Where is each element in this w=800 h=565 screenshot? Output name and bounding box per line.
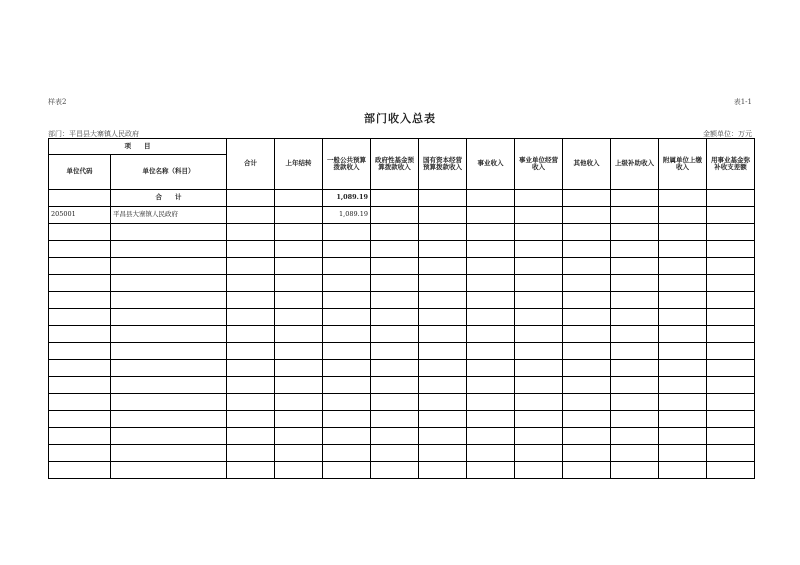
empty-cell <box>659 445 707 462</box>
empty-cell <box>323 462 371 479</box>
empty-row <box>49 258 755 275</box>
empty-cell <box>111 360 227 377</box>
empty-cell <box>707 292 755 309</box>
empty-cell <box>419 224 467 241</box>
empty-cell <box>659 394 707 411</box>
empty-cell <box>611 411 659 428</box>
empty-cell <box>659 428 707 445</box>
empty-cell <box>275 309 323 326</box>
empty-cell <box>515 343 563 360</box>
empty-cell <box>111 275 227 292</box>
empty-cell <box>371 394 419 411</box>
empty-cell <box>419 275 467 292</box>
empty-cell <box>611 275 659 292</box>
empty-cell <box>323 394 371 411</box>
total-row <box>49 190 755 207</box>
empty-cell <box>371 445 419 462</box>
empty-cell <box>227 394 275 411</box>
empty-cell <box>707 377 755 394</box>
empty-cell <box>227 428 275 445</box>
empty-cell <box>707 360 755 377</box>
empty-row <box>49 360 755 377</box>
income-table <box>48 138 755 479</box>
empty-cell <box>563 275 611 292</box>
empty-cell <box>563 428 611 445</box>
empty-cell <box>611 394 659 411</box>
empty-cell <box>371 377 419 394</box>
empty-cell <box>515 309 563 326</box>
col-gov-fund: 政府性基金预算拨款收入 <box>371 139 419 190</box>
empty-cell <box>659 411 707 428</box>
empty-cell <box>659 326 707 343</box>
empty-cell <box>227 309 275 326</box>
empty-cell <box>275 428 323 445</box>
empty-cell <box>707 326 755 343</box>
empty-cell <box>563 258 611 275</box>
col-state-capital: 国有资本经营预算拨款收入 <box>419 139 467 190</box>
empty-cell <box>707 343 755 360</box>
empty-row <box>49 241 755 258</box>
empty-cell <box>611 343 659 360</box>
col-unit-code: 单位代码 <box>49 155 111 190</box>
empty-cell <box>515 445 563 462</box>
empty-cell <box>467 394 515 411</box>
empty-row <box>49 411 755 428</box>
empty-row <box>49 292 755 309</box>
empty-cell <box>467 275 515 292</box>
empty-cell <box>659 309 707 326</box>
empty-cell <box>49 462 111 479</box>
empty-cell <box>707 241 755 258</box>
empty-cell <box>275 292 323 309</box>
empty-cell <box>49 360 111 377</box>
empty-row <box>49 275 755 292</box>
empty-cell <box>49 394 111 411</box>
general-budget-value: 1,089.19 <box>323 207 371 224</box>
empty-cell <box>611 309 659 326</box>
empty-cell <box>371 428 419 445</box>
empty-cell <box>49 309 111 326</box>
empty-cell <box>515 258 563 275</box>
empty-cell <box>111 292 227 309</box>
empty-cell <box>227 275 275 292</box>
empty-cell <box>371 275 419 292</box>
empty-cell <box>419 326 467 343</box>
empty-cell <box>227 326 275 343</box>
empty-cell <box>515 411 563 428</box>
empty-cell <box>275 445 323 462</box>
col-subsidy-income: 上级补助收入 <box>611 139 659 190</box>
empty-cell <box>707 224 755 241</box>
empty-row <box>49 462 755 479</box>
empty-cell <box>419 377 467 394</box>
empty-cell <box>111 462 227 479</box>
empty-row <box>49 377 755 394</box>
empty-cell <box>49 275 111 292</box>
empty-cell <box>419 428 467 445</box>
empty-cell <box>111 394 227 411</box>
empty-cell <box>227 241 275 258</box>
empty-cell <box>467 309 515 326</box>
empty-cell <box>371 343 419 360</box>
empty-cell <box>611 360 659 377</box>
total-label: 合 计 <box>111 190 227 207</box>
empty-cell <box>323 224 371 241</box>
empty-cell <box>707 258 755 275</box>
empty-row <box>49 309 755 326</box>
empty-cell <box>563 241 611 258</box>
empty-cell <box>563 394 611 411</box>
empty-cell <box>227 360 275 377</box>
empty-cell <box>467 462 515 479</box>
empty-cell <box>323 326 371 343</box>
empty-row <box>49 224 755 241</box>
empty-cell <box>467 445 515 462</box>
empty-cell <box>111 241 227 258</box>
empty-cell <box>515 275 563 292</box>
empty-cell <box>323 377 371 394</box>
empty-cell <box>563 360 611 377</box>
empty-cell <box>611 241 659 258</box>
col-fund-balance: 用事业基金弥补收支差额 <box>707 139 755 190</box>
col-operating-income: 事业单位经营收入 <box>515 139 563 190</box>
empty-cell <box>467 428 515 445</box>
empty-cell <box>467 343 515 360</box>
empty-cell <box>323 292 371 309</box>
empty-cell <box>227 462 275 479</box>
empty-cell <box>49 326 111 343</box>
total-code-cell <box>49 190 111 207</box>
empty-cell <box>515 360 563 377</box>
empty-cell <box>323 258 371 275</box>
col-total: 合计 <box>227 139 275 190</box>
department-label: 部门：平昌县大寨镇人民政府 <box>48 130 139 138</box>
empty-cell <box>275 343 323 360</box>
empty-cell <box>323 445 371 462</box>
empty-cell <box>563 326 611 343</box>
empty-cell <box>275 411 323 428</box>
empty-cell <box>419 462 467 479</box>
empty-cell <box>515 462 563 479</box>
empty-row <box>49 394 755 411</box>
empty-cell <box>611 258 659 275</box>
empty-cell <box>323 343 371 360</box>
empty-cell <box>227 411 275 428</box>
empty-cell <box>111 343 227 360</box>
empty-cell <box>563 411 611 428</box>
empty-cell <box>467 258 515 275</box>
empty-cell <box>515 377 563 394</box>
empty-cell <box>707 411 755 428</box>
empty-cell <box>467 411 515 428</box>
empty-cell <box>275 326 323 343</box>
empty-cell <box>275 275 323 292</box>
page-title: 部门收入总表 <box>364 112 436 125</box>
empty-cell <box>111 258 227 275</box>
empty-cell <box>467 224 515 241</box>
empty-row <box>49 428 755 445</box>
empty-cell <box>49 241 111 258</box>
col-unit-name: 单位名称（科目） <box>111 155 227 190</box>
total-general-budget-value: 1,089.19 <box>323 190 371 207</box>
empty-cell <box>563 377 611 394</box>
empty-cell <box>515 394 563 411</box>
empty-cell <box>611 462 659 479</box>
empty-cell <box>611 428 659 445</box>
empty-cell <box>563 309 611 326</box>
empty-cell <box>371 224 419 241</box>
empty-cell <box>611 377 659 394</box>
empty-cell <box>419 241 467 258</box>
empty-cell <box>49 411 111 428</box>
empty-cell <box>515 241 563 258</box>
empty-cell <box>707 394 755 411</box>
empty-cell <box>275 224 323 241</box>
empty-cell <box>707 275 755 292</box>
empty-cell <box>467 377 515 394</box>
empty-row <box>49 326 755 343</box>
empty-cell <box>275 394 323 411</box>
unit-name-cell: 平昌县大寨镇人民政府 <box>111 207 227 224</box>
empty-cell <box>419 292 467 309</box>
empty-cell <box>49 445 111 462</box>
empty-cell <box>323 360 371 377</box>
empty-cell <box>49 377 111 394</box>
empty-cell <box>275 258 323 275</box>
empty-cell <box>275 462 323 479</box>
empty-cell <box>371 462 419 479</box>
empty-cell <box>419 411 467 428</box>
empty-cell <box>111 326 227 343</box>
empty-cell <box>111 377 227 394</box>
empty-cell <box>111 445 227 462</box>
empty-cell <box>227 377 275 394</box>
empty-cell <box>111 309 227 326</box>
empty-cell <box>707 428 755 445</box>
empty-cell <box>515 292 563 309</box>
empty-cell <box>323 241 371 258</box>
empty-cell <box>275 360 323 377</box>
empty-cell <box>563 224 611 241</box>
empty-cell <box>49 343 111 360</box>
empty-cell <box>323 411 371 428</box>
empty-cell <box>419 360 467 377</box>
empty-cell <box>563 292 611 309</box>
empty-cell <box>611 292 659 309</box>
empty-cell <box>707 445 755 462</box>
col-affiliated-income: 附属单位上缴收入 <box>659 139 707 190</box>
empty-cell <box>227 258 275 275</box>
empty-cell <box>707 462 755 479</box>
empty-cell <box>371 326 419 343</box>
empty-cell <box>323 428 371 445</box>
empty-cell <box>659 343 707 360</box>
empty-cell <box>49 224 111 241</box>
empty-cell <box>515 224 563 241</box>
empty-cell <box>275 377 323 394</box>
empty-cell <box>49 428 111 445</box>
empty-cell <box>111 428 227 445</box>
empty-cell <box>659 224 707 241</box>
unit-code-cell: 205001 <box>49 207 111 224</box>
header-row-1 <box>49 139 755 155</box>
empty-cell <box>419 309 467 326</box>
empty-cell <box>227 224 275 241</box>
empty-cell <box>611 445 659 462</box>
empty-cell <box>563 445 611 462</box>
empty-cell <box>111 224 227 241</box>
item-group-header: 项 目 <box>49 139 227 155</box>
empty-cell <box>419 258 467 275</box>
empty-row <box>49 343 755 360</box>
empty-cell <box>515 428 563 445</box>
empty-cell <box>611 224 659 241</box>
col-business-income: 事业收入 <box>467 139 515 190</box>
empty-cell <box>467 360 515 377</box>
empty-cell <box>659 360 707 377</box>
empty-cell <box>467 326 515 343</box>
empty-cell <box>371 309 419 326</box>
empty-cell <box>515 326 563 343</box>
empty-cell <box>563 343 611 360</box>
empty-cell <box>227 343 275 360</box>
empty-cell <box>323 275 371 292</box>
sample-label: 样表2 <box>48 98 67 106</box>
empty-cell <box>467 241 515 258</box>
col-carryover: 上年结转 <box>275 139 323 190</box>
empty-cell <box>419 394 467 411</box>
empty-cell <box>227 445 275 462</box>
empty-cell <box>707 309 755 326</box>
empty-cell <box>323 309 371 326</box>
empty-cell <box>611 326 659 343</box>
empty-row <box>49 445 755 462</box>
empty-cell <box>371 292 419 309</box>
empty-cell <box>659 377 707 394</box>
empty-cell <box>111 411 227 428</box>
empty-cell <box>371 241 419 258</box>
empty-cell <box>227 292 275 309</box>
empty-cell <box>371 258 419 275</box>
empty-cell <box>659 241 707 258</box>
empty-cell <box>563 462 611 479</box>
empty-cell <box>419 445 467 462</box>
empty-cell <box>49 258 111 275</box>
empty-cell <box>275 241 323 258</box>
amount-unit-label: 金额单位：万元 <box>703 130 752 138</box>
table-row <box>49 207 755 224</box>
col-general-budget: 一般公共预算拨款收入 <box>323 139 371 190</box>
empty-cell <box>659 275 707 292</box>
empty-cell <box>659 292 707 309</box>
empty-cell <box>419 343 467 360</box>
col-other-income: 其他收入 <box>563 139 611 190</box>
table-number: 表1-1 <box>733 98 752 106</box>
empty-cell <box>371 360 419 377</box>
empty-cell <box>371 411 419 428</box>
empty-cell <box>49 292 111 309</box>
empty-cell <box>659 258 707 275</box>
empty-cell <box>467 292 515 309</box>
empty-cell <box>659 462 707 479</box>
